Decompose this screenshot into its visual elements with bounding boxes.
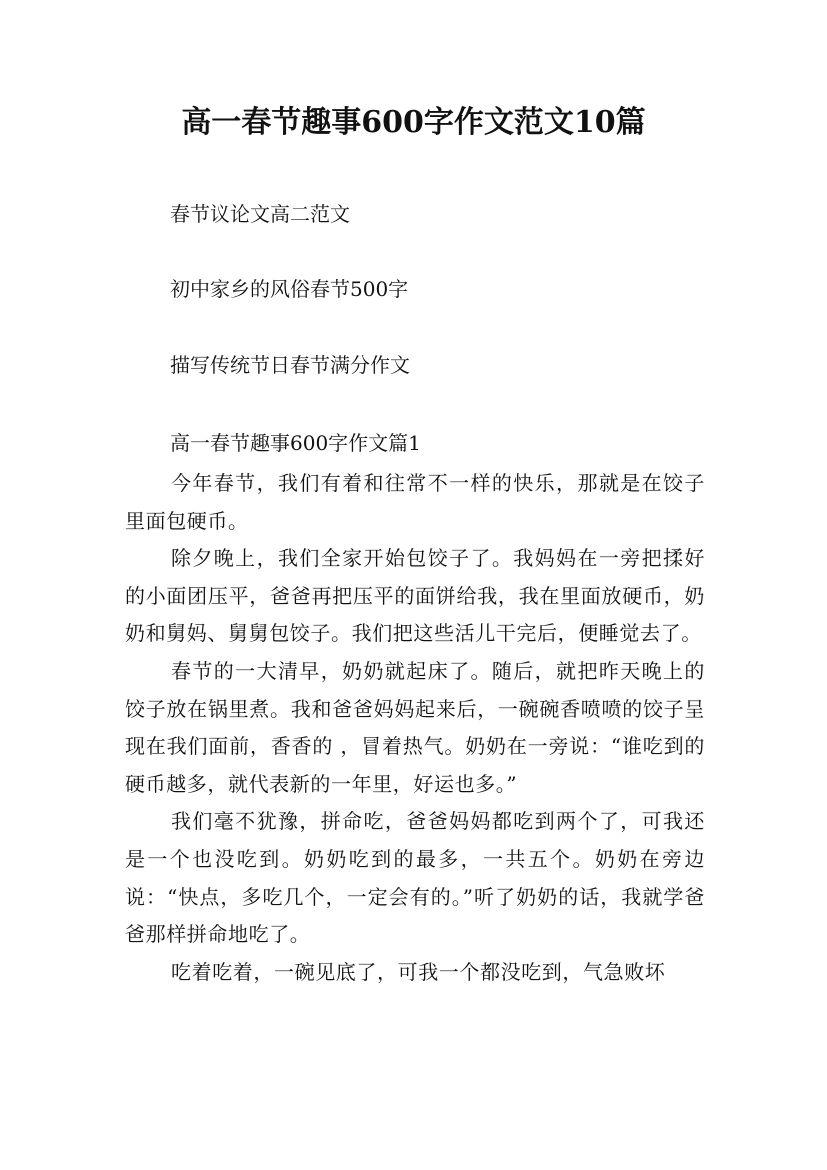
article-body (125, 465, 705, 991)
paragraph: 今年春节，我们有着和往常不一样的快乐，那就是在饺子里面包硬币。 (125, 471, 705, 533)
related-link-1[interactable]: 春节议论文高二范文 (170, 202, 350, 226)
document-title: 高一春节趣事600字作文范文10篇 (181, 105, 646, 140)
paragraph: 除夕晚上，我们全家开始包饺子了。我妈妈在一旁把揉好的小面团压平，爸爸再把压平的面饼给我，我在里面放硬币，奶奶和舅妈、舅舅包饺子。我们把这些活儿干完后，便睡觉去了。 (125, 546, 705, 646)
section-heading: 高一春节趣事600字作文篇1 (170, 431, 421, 455)
paragraph: 我们毫不犹豫，拼命吃，爸爸妈妈都吃到两个了，可我还是一个也没吃到。奶奶吃到的最多，一共五个。奶奶在旁边说：“快点，多吃几个，一定会有的。”听了奶奶的话，我就学爸爸那样拼命地吃了。 (125, 809, 705, 947)
related-link-2[interactable]: 初中家乡的风俗春节500字 (170, 277, 409, 301)
related-link-3[interactable]: 描写传统节日春节满分作文 (170, 353, 410, 377)
paragraph: 春节的一大清早，奶奶就起床了。随后，就把昨天晚上的饺子放在锅里煮。我和爸爸妈妈起来后，一碗碗香喷喷的饺子呈现在我们面前，香香的 ，冒着热气。奶奶在一旁说：“谁吃到的硬币越多，就代表新的一年里，好运也多。” (125, 658, 705, 796)
paragraph: 吃着吃着，一碗见底了，可我一个都没吃到，气急败坏 (171, 959, 666, 984)
